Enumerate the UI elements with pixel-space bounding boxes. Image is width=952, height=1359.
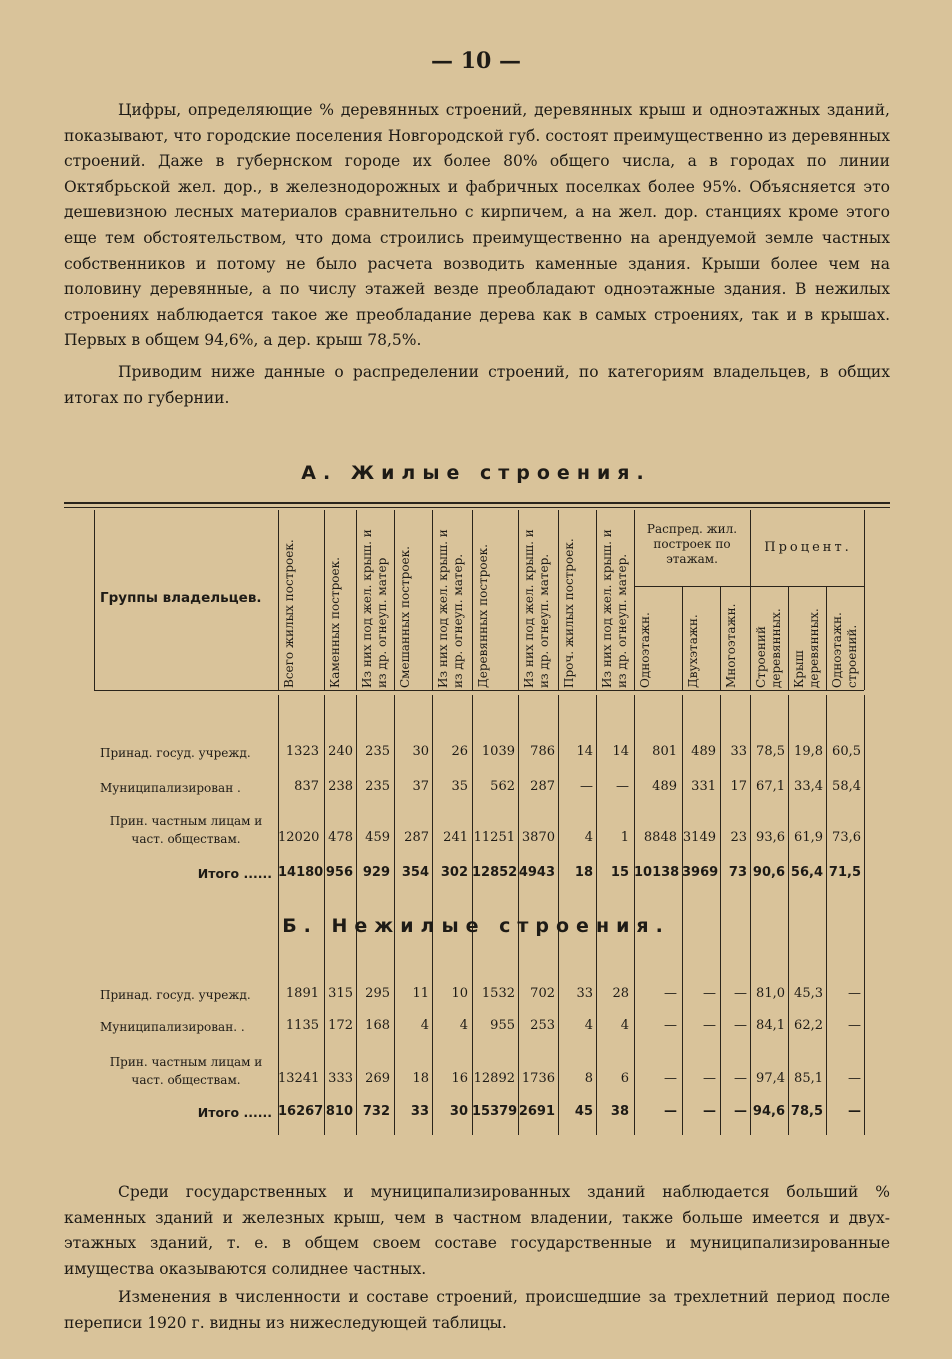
col-rule bbox=[750, 510, 751, 690]
table-cell: 97,4 bbox=[756, 1071, 785, 1086]
table-cell: — bbox=[848, 1071, 861, 1086]
col-rule bbox=[682, 586, 683, 690]
table-cell: 11 bbox=[412, 986, 429, 1001]
table-top-rule-2 bbox=[64, 507, 890, 508]
table-cell: 37 bbox=[412, 779, 429, 794]
table-cell: 14180 bbox=[278, 865, 324, 880]
header-bottom-rule bbox=[94, 690, 864, 691]
col-rule bbox=[634, 510, 635, 690]
col-rule bbox=[788, 586, 789, 690]
row-label: Принад. госуд. учрежд. bbox=[100, 746, 251, 760]
col-rule bbox=[596, 510, 597, 690]
table-cell: 269 bbox=[365, 1071, 390, 1086]
table-cell: 295 bbox=[365, 986, 390, 1001]
table-cell: 4 bbox=[584, 830, 593, 845]
section-a-title: А. Жилые строения. bbox=[301, 462, 651, 484]
col-rule bbox=[472, 510, 473, 690]
table-cell: 45 bbox=[574, 1104, 593, 1119]
table-cell: — bbox=[734, 1071, 747, 1086]
col-rule bbox=[826, 586, 827, 690]
paragraph-1: Цифры, определяющие % деревянных строений, деревянных крыш и одноэтажных зданий, показывают, что городские поселения Новгородской губ. состоят преимущественно из деревянных строений. Даже в губернском городе их более 80% общего числа, а в городах по линии Октябрьской жел. дор., в железнодорожных и фабричных поселках более 95%. Объясняется это дешевизною лесных материалов сравнительно с кирпичем, а на жел. дор. станциях кроме этого еще тем обстоятельством, что дома строились преимущественно на арендуемой земле частных собственников и потому не было расчета возводить каменные здания. Крыши более чем на половину деревянные, а по числу этажей везде преобладают одноэтажные здания. В нежилых строениях наблюдается такое же преобладание дерева как в самых строениях, так и в крышах. Первых в общем 94,6%, а дер. крыш 78,5%. bbox=[64, 101, 890, 350]
table-cell: 302 bbox=[440, 865, 468, 880]
table-cell: 4 bbox=[584, 1018, 593, 1033]
intro-text bbox=[64, 98, 890, 411]
row-label: Муниципализирован . bbox=[100, 781, 241, 795]
col-rule bbox=[324, 510, 325, 690]
row-label: Принад. госуд. учрежд. bbox=[100, 988, 251, 1002]
row-label: Итого ...... bbox=[197, 1105, 272, 1120]
table-cell: 801 bbox=[652, 744, 677, 759]
table-cell: — bbox=[703, 1071, 716, 1086]
table-cell: 331 bbox=[691, 779, 716, 794]
table-cell: 168 bbox=[365, 1018, 390, 1033]
col-rule bbox=[864, 510, 865, 690]
table-cell: 62,2 bbox=[794, 1018, 823, 1033]
table-cell: 1 bbox=[620, 830, 629, 845]
table-cell: — bbox=[848, 1104, 861, 1119]
table-cell: 38 bbox=[610, 1104, 629, 1119]
column-header: Всего жилых построек. bbox=[282, 539, 296, 688]
column-header: Из них под жел. крыш. и из др. огнеуп. матер. bbox=[436, 529, 465, 688]
column-header: Из них под жел. крыш. и из др. огнеуп. матер bbox=[360, 529, 389, 688]
table-cell: 10 bbox=[451, 986, 468, 1001]
table-cell: 478 bbox=[328, 830, 353, 845]
table-cell: 333 bbox=[328, 1071, 353, 1086]
column-header: Проч. жилых построек. bbox=[562, 538, 576, 688]
table-cell: 61,9 bbox=[794, 830, 823, 845]
table-cell: 30 bbox=[412, 744, 429, 759]
table-cell: 16 bbox=[451, 1071, 468, 1086]
table-cell: 354 bbox=[401, 865, 429, 880]
table-cell: 33 bbox=[410, 1104, 429, 1119]
col-rule bbox=[278, 510, 279, 690]
page-number: — 10 — bbox=[431, 48, 521, 74]
table-cell: 929 bbox=[362, 865, 390, 880]
table-cell: 8848 bbox=[643, 830, 677, 845]
table-cell: 73 bbox=[728, 865, 747, 880]
table-cell: 1736 bbox=[521, 1071, 555, 1086]
table-cell: 15 bbox=[610, 865, 629, 880]
column-header: Одноэтажн. bbox=[638, 612, 652, 688]
table-cell: 33,4 bbox=[794, 779, 823, 794]
table-cell: 13241 bbox=[278, 1071, 320, 1086]
table-cell: 8 bbox=[584, 1071, 593, 1086]
table-cell: 73,6 bbox=[832, 830, 861, 845]
table-cell: — bbox=[848, 1018, 861, 1033]
table-cell: 3870 bbox=[521, 830, 555, 845]
table-cell: — bbox=[664, 986, 677, 1001]
table-cell: 94,6 bbox=[752, 1104, 785, 1119]
table-cell: 78,5 bbox=[756, 744, 785, 759]
table-cell: 17 bbox=[730, 779, 747, 794]
col-rule bbox=[94, 510, 95, 690]
table-cell: — bbox=[734, 1018, 747, 1033]
table-top-rule bbox=[64, 502, 890, 504]
table-cell: 6 bbox=[620, 1071, 629, 1086]
table-cell: 241 bbox=[443, 830, 468, 845]
table-cell: 956 bbox=[325, 865, 353, 880]
col-rule bbox=[356, 510, 357, 690]
table-cell: 60,5 bbox=[832, 744, 861, 759]
column-header: Двухэтажн. bbox=[686, 614, 700, 688]
table-cell: 16267 bbox=[278, 1104, 324, 1119]
table-cell: 14 bbox=[612, 744, 629, 759]
table-cell: 489 bbox=[652, 779, 677, 794]
table-cell: 33 bbox=[730, 744, 747, 759]
column-header: Строений деревянных. bbox=[754, 608, 783, 688]
table-cell: — bbox=[580, 779, 593, 794]
col-rule bbox=[720, 586, 721, 690]
table-cell: 459 bbox=[365, 830, 390, 845]
table-cell: 287 bbox=[530, 779, 555, 794]
table-cell: — bbox=[664, 1071, 677, 1086]
row-label: Прин. частным лицам и част. обществам. bbox=[109, 814, 263, 846]
table-cell: 23 bbox=[730, 830, 747, 845]
table-cell: 90,6 bbox=[752, 865, 785, 880]
table-cell: 4 bbox=[459, 1018, 468, 1033]
table-cell: 1891 bbox=[285, 986, 319, 1001]
table-cell: — bbox=[664, 1018, 677, 1033]
table-cell: — bbox=[734, 986, 747, 1001]
table-cell: 489 bbox=[691, 744, 716, 759]
table-cell: 1039 bbox=[481, 744, 515, 759]
column-header: Из них под жел. крыш. и из др. огнеуп. матер. bbox=[600, 529, 629, 688]
table-cell: 1532 bbox=[481, 986, 515, 1001]
table-cell: — bbox=[848, 986, 861, 1001]
paragraph-3: Среди государственных и муниципализированных зданий наблюдается больший % каменных зданий и железных крыш, чем в частном владении, также больше имеется и двух-этажных зданий, т. е. в общем своем составе государственные и муниципализированные имущества оказываются солиднее частных. bbox=[64, 1183, 890, 1278]
table-cell: 1323 bbox=[285, 744, 319, 759]
section-b-title: Б. Нежилые строения. bbox=[282, 915, 670, 937]
table-cell: 1135 bbox=[285, 1018, 319, 1033]
paragraph-2: Приводим ниже данные о распределении строений, по категориям владельцев, в общих итогах по губернии. bbox=[64, 362, 890, 407]
table-cell: — bbox=[616, 779, 629, 794]
table-cell: 67,1 bbox=[756, 779, 785, 794]
table-cell: 12020 bbox=[278, 830, 320, 845]
table-cell: 837 bbox=[294, 779, 319, 794]
table-cell: 955 bbox=[490, 1018, 515, 1033]
group-header-rule bbox=[634, 586, 864, 587]
table-cell: 4 bbox=[620, 1018, 629, 1033]
table-cell: 11251 bbox=[473, 830, 515, 845]
row-label: Прин. частным лицам и част. обществам. bbox=[109, 1055, 263, 1087]
table-cell: 26 bbox=[451, 744, 468, 759]
table-cell: 240 bbox=[328, 744, 353, 759]
table-cell: 562 bbox=[490, 779, 515, 794]
col-rule bbox=[394, 510, 395, 690]
table-cell: — bbox=[734, 1104, 747, 1119]
column-header: Многоэтажн. bbox=[724, 603, 738, 688]
table-cell: 4943 bbox=[518, 865, 555, 880]
table-cell: 18 bbox=[574, 865, 593, 880]
table-cell: 81,0 bbox=[756, 986, 785, 1001]
table-cell: 235 bbox=[365, 744, 390, 759]
table-cell: — bbox=[703, 986, 716, 1001]
table-cell: 702 bbox=[530, 986, 555, 1001]
table-cell: 287 bbox=[404, 830, 429, 845]
table-cell: 19,8 bbox=[794, 744, 823, 759]
column-header: Смешанных построек. bbox=[398, 546, 412, 688]
table-cell: 14 bbox=[576, 744, 593, 759]
table-cell: — bbox=[703, 1018, 716, 1033]
table-cell: 58,4 bbox=[832, 779, 861, 794]
table-cell: — bbox=[703, 1104, 716, 1119]
table-cell: 35 bbox=[451, 779, 468, 794]
col-rule bbox=[558, 510, 559, 690]
row-label: Муниципализирован. . bbox=[100, 1020, 245, 1034]
table-cell: — bbox=[664, 1104, 677, 1119]
table-cell: 810 bbox=[325, 1104, 353, 1119]
col-rule bbox=[518, 510, 519, 690]
group-header: Группы владельцев. bbox=[100, 590, 262, 606]
table-cell: 786 bbox=[530, 744, 555, 759]
table-cell: 15379 bbox=[472, 1104, 518, 1119]
table-cell: 71,5 bbox=[828, 865, 861, 880]
table-cell: 4 bbox=[420, 1018, 429, 1033]
table-cell: 2691 bbox=[518, 1104, 555, 1119]
column-header: Из них под жел. крыш. и из др. огнеуп. матер. bbox=[522, 529, 551, 688]
table-cell: 235 bbox=[365, 779, 390, 794]
percent-header: Процент. bbox=[764, 540, 852, 555]
table-cell: 45,3 bbox=[794, 986, 823, 1001]
column-header: Деревянных построек. bbox=[476, 544, 490, 688]
floors-header: Распред. жил. построек по этажам. bbox=[646, 522, 738, 566]
table-cell: 93,6 bbox=[756, 830, 785, 845]
table-cell: 84,1 bbox=[756, 1018, 785, 1033]
column-header: Одноэтажн. строений. bbox=[830, 612, 859, 688]
table-cell: 85,1 bbox=[794, 1071, 823, 1086]
table-cell: 172 bbox=[328, 1018, 353, 1033]
table-cell: 78,5 bbox=[790, 1104, 823, 1119]
paragraph-4: Изменения в численности и составе строений, происшедшие за трехлетний период после переписи 1920 г. видны из нижеследующей таблицы. bbox=[64, 1288, 890, 1332]
column-header: Крыш деревянных. bbox=[792, 608, 821, 688]
col-rule bbox=[432, 510, 433, 690]
table-cell: 253 bbox=[530, 1018, 555, 1033]
table-cell: 18 bbox=[412, 1071, 429, 1086]
table-cell: 732 bbox=[362, 1104, 390, 1119]
closing-text bbox=[64, 1180, 890, 1337]
column-header: Каменных построек. bbox=[328, 557, 342, 688]
table-cell: 238 bbox=[328, 779, 353, 794]
table-cell: 33 bbox=[576, 986, 593, 1001]
table-cell: 30 bbox=[449, 1104, 468, 1119]
table-cell: 12852 bbox=[472, 865, 518, 880]
table-cell: 3969 bbox=[682, 865, 719, 880]
table-cell: 3149 bbox=[682, 830, 716, 845]
table-cell: 56,4 bbox=[790, 865, 823, 880]
table-cell: 12892 bbox=[473, 1071, 515, 1086]
row-label: Итого ...... bbox=[197, 866, 272, 881]
table-cell: 28 bbox=[612, 986, 629, 1001]
table-cell: 10138 bbox=[634, 865, 680, 880]
table-cell: 315 bbox=[328, 986, 353, 1001]
